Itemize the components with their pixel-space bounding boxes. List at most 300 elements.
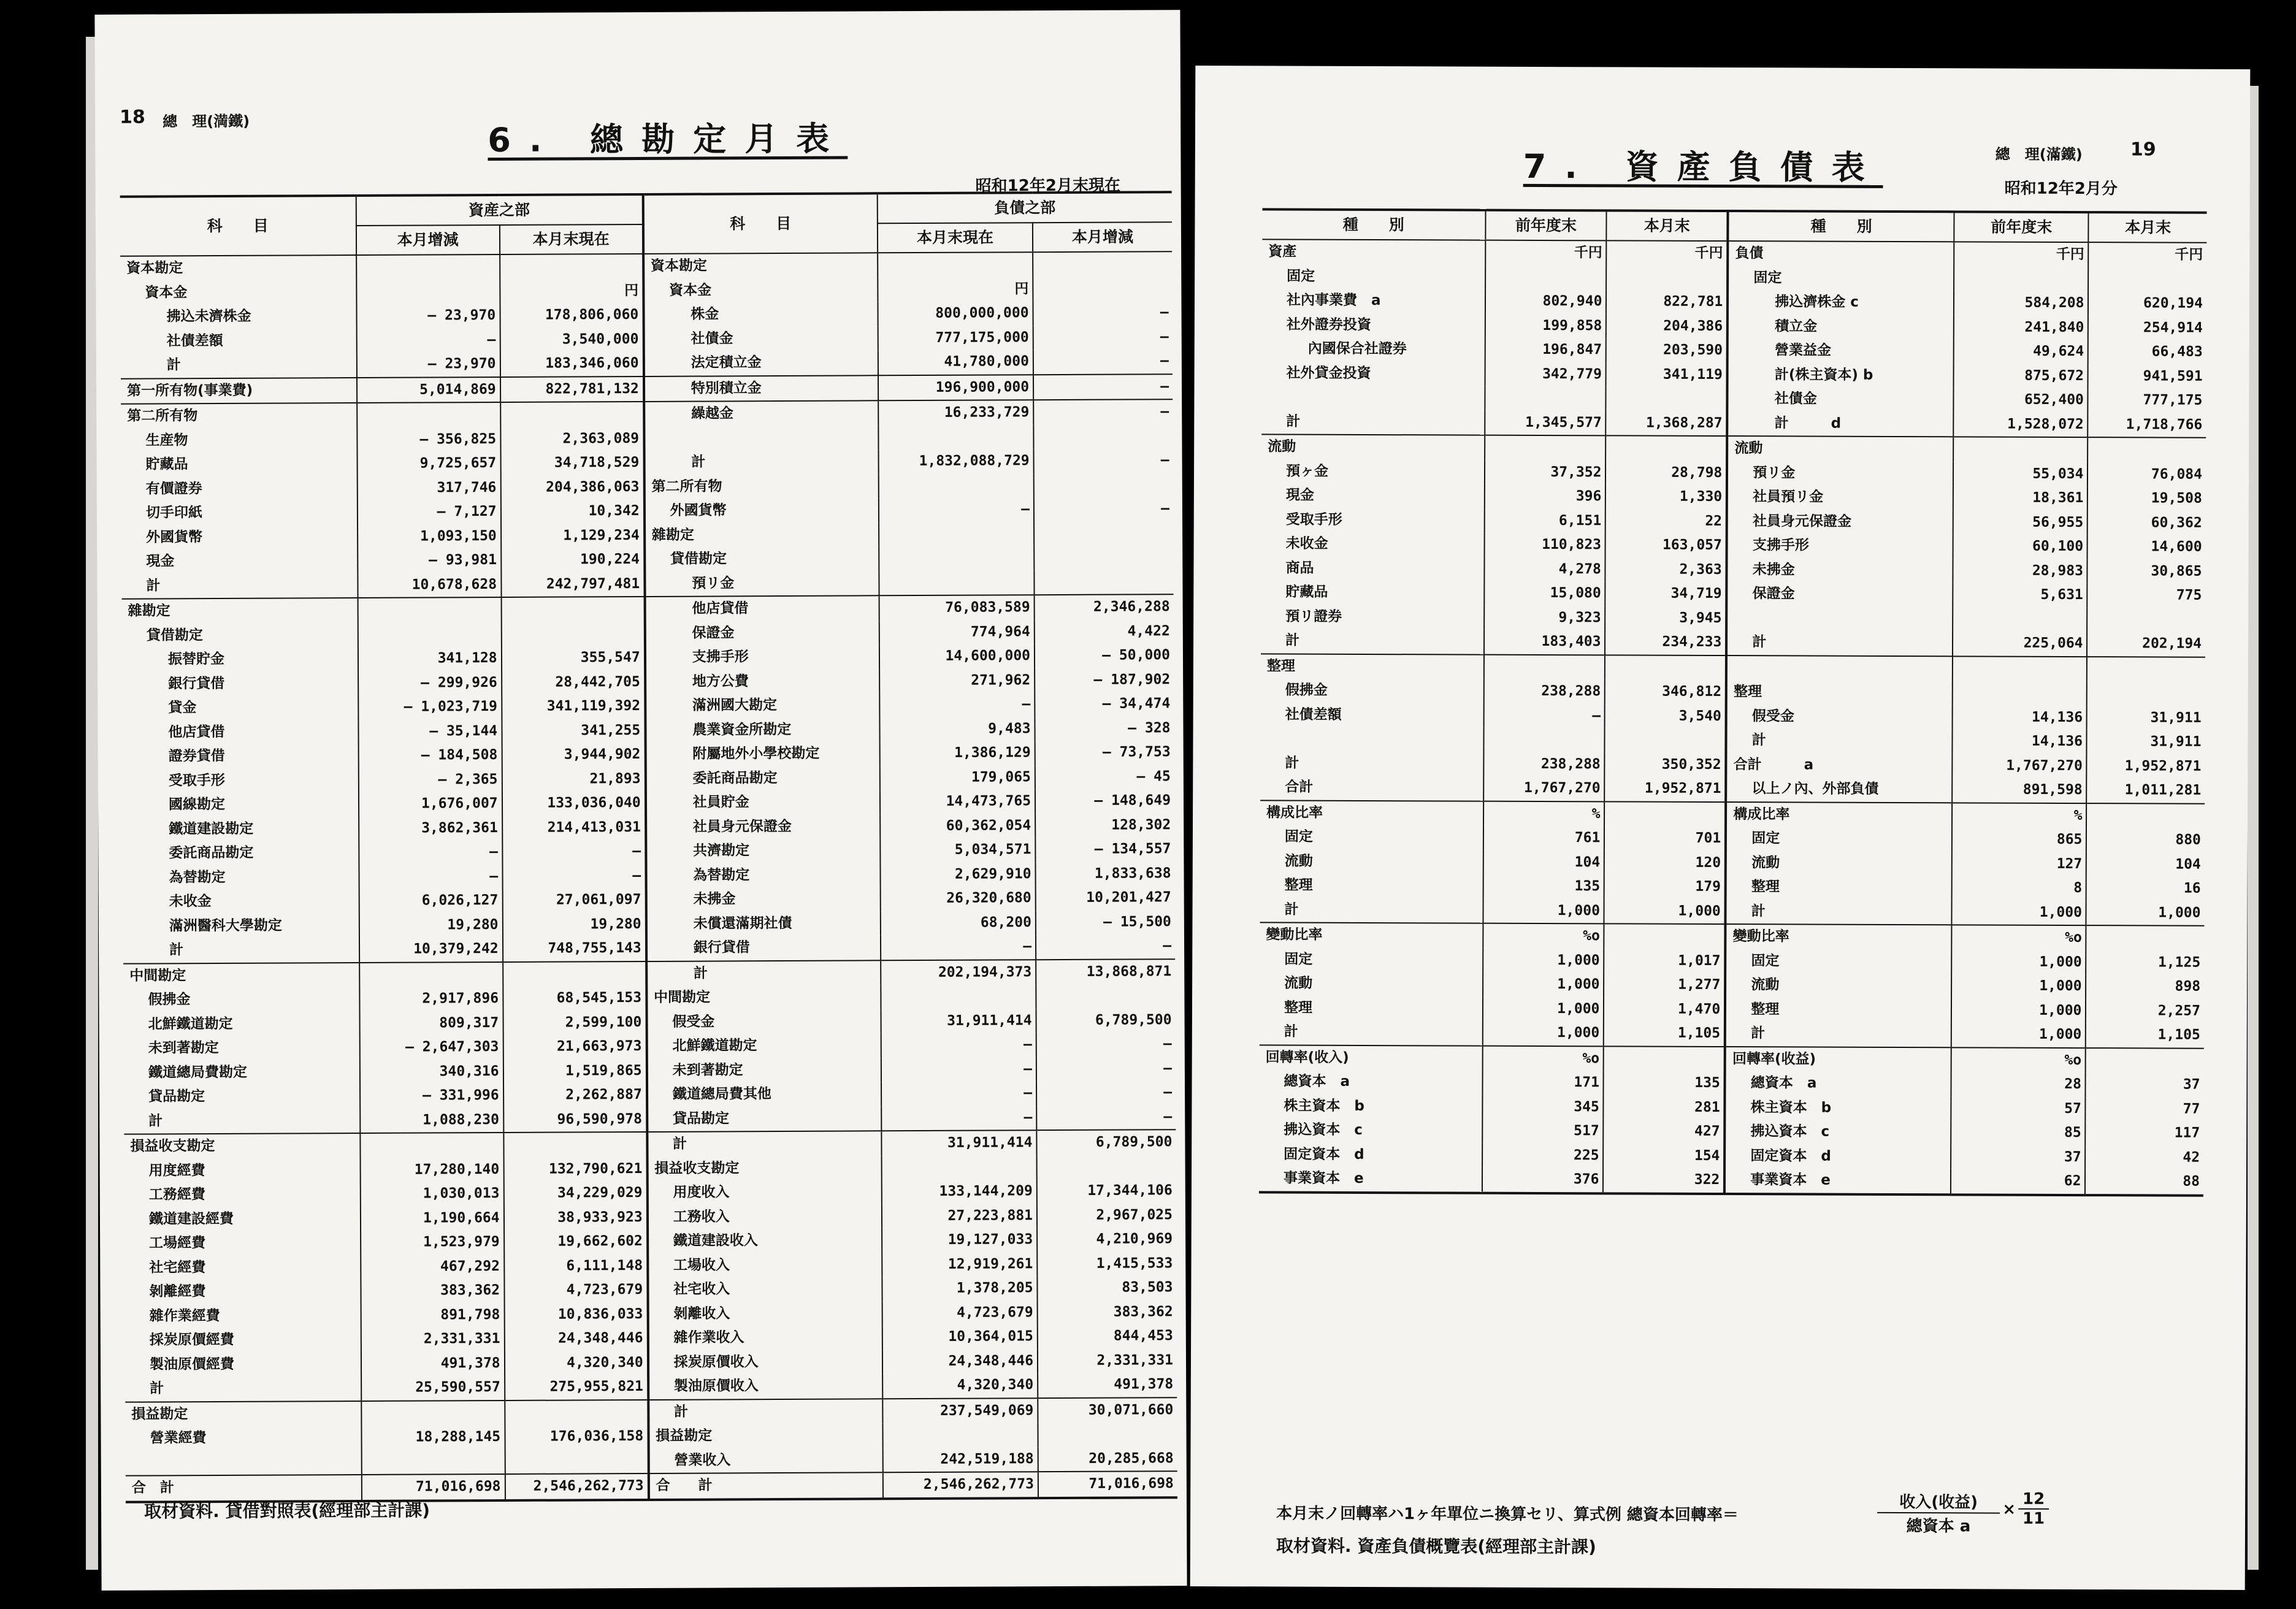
table-row: [1260, 727, 2205, 754]
row-value: —: [1033, 325, 1173, 350]
row-label: 採炭原價收入: [648, 1350, 882, 1375]
row-value: 10,364,015: [882, 1324, 1038, 1350]
row-value: 28,442,705: [502, 670, 645, 695]
row-value: 204,386,063: [500, 475, 644, 500]
row-value: —: [359, 840, 502, 865]
row-label: 鐵道建設經費: [148, 1210, 234, 1228]
row-value: 5,631: [1953, 583, 2087, 607]
row-value: 1,368,287: [1606, 411, 1728, 436]
row-value: 132,790,621: [503, 1156, 647, 1182]
row-value: 49,624: [1954, 339, 2088, 364]
row-value: [500, 402, 644, 427]
table-row: [124, 1275, 1176, 1304]
row-value: 18,288,145: [361, 1425, 505, 1450]
row-value: —: [356, 327, 500, 353]
row-label: 整理: [1284, 999, 1313, 1016]
row-label: 固定: [1284, 828, 1313, 845]
row-label: 積立金: [1728, 315, 1954, 340]
row-label: 計: [1725, 1022, 1951, 1047]
row-value: 21,893: [502, 766, 645, 792]
row-label: 固定: [1284, 951, 1313, 968]
row-value: 128,302: [1035, 813, 1174, 838]
table-row: [1261, 678, 2205, 706]
row-label: 總資本 a: [1284, 1073, 1350, 1090]
row-value: 1,000: [1951, 998, 2086, 1023]
row-label: 營業益金: [1728, 338, 1954, 364]
row-value: — 35,144: [358, 719, 502, 744]
row-value: 28,983: [1953, 559, 2087, 583]
row-value: [2087, 608, 2206, 632]
row-value: 4,723,679: [882, 1301, 1037, 1326]
col-current-month-header: 本月末: [1607, 210, 1728, 241]
row-label: 資本勘定: [126, 260, 183, 277]
as-of-date: 昭和12年2月末現在: [975, 176, 1120, 196]
row-label: 有價證券: [145, 480, 202, 497]
col-current-month2-header: 本月末: [2089, 212, 2207, 243]
row-label: 拂込未濟株金: [166, 308, 251, 325]
row-value: [505, 1448, 648, 1474]
table-row: [1262, 313, 2206, 340]
table-row: [121, 399, 1173, 429]
row-label: 損益勘定: [125, 1401, 361, 1426]
row-value: 71,016,698: [1038, 1471, 1177, 1497]
row-value: 27,223,881: [882, 1204, 1037, 1229]
row-value: 1,000: [1951, 974, 2086, 998]
row-label: 委託商品勘定: [169, 844, 254, 862]
row-value: 774,964: [879, 620, 1035, 645]
row-value: 1,386,129: [879, 741, 1035, 766]
row-value: 60,100: [1953, 534, 2087, 559]
row-label: 繰越金: [644, 400, 878, 426]
row-value: 584,208: [1954, 291, 2088, 315]
row-value: 66,483: [2088, 340, 2206, 364]
row-value: 242,519,188: [882, 1447, 1038, 1473]
row-value: —: [881, 1057, 1036, 1082]
row-label: [1726, 606, 1953, 632]
row-value: %: [1952, 803, 2086, 828]
row-label: 株金: [643, 302, 878, 327]
row-value: 1,000: [1951, 950, 2086, 974]
row-value: —: [1036, 1057, 1176, 1081]
row-value: 18,361: [1953, 486, 2087, 510]
row-value: 25,590,557: [361, 1375, 505, 1401]
row-value: 491,378: [361, 1351, 504, 1376]
row-value: — 34,474: [1035, 692, 1174, 716]
row-value: [505, 1399, 648, 1425]
row-value: —: [1034, 497, 1173, 521]
row-value: 1,523,979: [361, 1230, 504, 1255]
row-label: 計: [1284, 1023, 1298, 1040]
row-value: 1,000: [1483, 948, 1604, 973]
row-value: 748,755,143: [503, 936, 646, 962]
row-value: [500, 254, 643, 280]
row-value: 620,194: [2088, 291, 2206, 316]
row-label: 未到著勘定: [148, 1040, 219, 1057]
row-value: 133,036,040: [502, 791, 646, 816]
table-row: [125, 1397, 1177, 1427]
row-label: 鐵道建設勘定: [169, 820, 254, 837]
row-label: 社外證券投資: [1286, 316, 1371, 333]
row-value: 34,229,029: [503, 1181, 647, 1206]
table-row: [1261, 580, 2205, 608]
row-label: 他店貸借: [168, 724, 225, 740]
table-row: [123, 885, 1175, 914]
row-label: 社宅經費: [149, 1259, 206, 1276]
row-value: 341,119,392: [502, 694, 645, 719]
row-label: 固定資本 d: [1284, 1146, 1364, 1163]
row-value: [882, 1423, 1038, 1448]
row-value: 2,346,288: [1035, 594, 1174, 619]
ratio-denominator: 11: [2022, 1509, 2045, 1528]
row-label: 計: [1285, 632, 1300, 649]
row-label: 生産物: [145, 432, 188, 449]
row-label: 固定: [1726, 827, 1952, 852]
row-value: 1,125: [2086, 950, 2205, 975]
row-label: 切手印紙: [145, 505, 203, 521]
table-row: [1259, 1142, 2203, 1170]
row-label: 社宅收入: [648, 1277, 882, 1302]
row-value: 22: [1605, 509, 1727, 533]
table-row: [1259, 1069, 2203, 1097]
row-value: 24,348,446: [504, 1326, 648, 1351]
row-label: 計: [647, 1131, 881, 1156]
row-value: 14,136: [1953, 729, 2087, 754]
row-value: [360, 1133, 503, 1158]
row-value: 30,071,660: [1038, 1397, 1177, 1423]
col-prev-year-header: 前年度末: [1485, 210, 1607, 241]
row-value: 1,088,230: [360, 1107, 503, 1133]
row-value: 2,629,910: [880, 862, 1035, 887]
table-row: [1261, 385, 2206, 413]
row-value: 281: [1604, 1095, 1725, 1120]
col-current-header: 本月末現在: [500, 224, 643, 254]
row-value: 5,034,571: [880, 838, 1035, 863]
row-label: 計: [166, 357, 181, 373]
row-value: [1953, 656, 2087, 681]
row-label: 社員身元保證金: [1727, 510, 1953, 535]
row-value: 898: [2086, 974, 2205, 999]
row-label: 附屬地外小學校勘定: [645, 741, 879, 766]
row-value: 322: [1603, 1168, 1724, 1193]
row-value: 1,833,638: [1035, 862, 1174, 886]
row-value: 71,016,698: [361, 1474, 505, 1501]
row-value: 19,127,033: [882, 1228, 1037, 1253]
row-label: 受取手形: [1285, 511, 1342, 528]
row-value: 1,000: [1483, 973, 1604, 997]
row-value: %: [1483, 801, 1605, 826]
row-label: 整理: [1726, 875, 1952, 900]
row-label: 法定積立金: [644, 350, 878, 376]
row-value: 467,292: [361, 1254, 504, 1279]
row-value: 1,767,270: [1953, 754, 2087, 778]
row-value: 196,900,000: [878, 375, 1033, 401]
row-value: — 299,926: [358, 670, 502, 695]
row-value: 14,473,765: [880, 789, 1035, 814]
row-value: [1953, 437, 2087, 462]
row-value: 317,746: [357, 475, 500, 500]
row-label: 流動: [1727, 436, 1953, 462]
row-value: 56,955: [1953, 510, 2087, 535]
row-label: 變動比率: [1260, 922, 1483, 948]
row-value: 2,257: [2086, 999, 2204, 1023]
row-value: 37,352: [1485, 460, 1606, 484]
row-value: —: [1034, 448, 1173, 473]
row-value: 1,676,007: [358, 792, 502, 817]
row-value: 800,000,000: [878, 301, 1033, 326]
row-value: 1,767,270: [1483, 776, 1605, 801]
row-value: 31,911: [2087, 730, 2205, 754]
row-value: —: [1036, 934, 1175, 959]
row-value: 10,201,427: [1036, 885, 1175, 910]
row-value: [1034, 545, 1173, 570]
table-row: [120, 300, 1172, 329]
row-value: 652,400: [1954, 388, 2088, 412]
row-label: 假拂金: [148, 992, 191, 1008]
table-row: [123, 837, 1174, 866]
row-value: 57: [1951, 1096, 2086, 1121]
row-label: 貸借勘定: [146, 627, 203, 644]
row-label: 合計 a: [1726, 753, 1953, 778]
row-value: 383,362: [1038, 1300, 1177, 1324]
row-value: 196,847: [1485, 338, 1606, 362]
table-row: [123, 789, 1174, 817]
row-label: 未拂金: [1727, 558, 1953, 583]
row-value: 2,599,100: [503, 1010, 646, 1035]
row-label: 採炭原價經費: [149, 1331, 234, 1348]
table-row: [123, 910, 1175, 939]
row-label: 拂込資本 c: [1724, 1120, 1951, 1145]
table-row: [1261, 483, 2206, 511]
row-label: 整理: [1726, 680, 1953, 705]
row-value: 6,151: [1484, 508, 1605, 533]
col-liab-group-header: 負債之部: [878, 192, 1172, 223]
row-value: 1,000: [1483, 898, 1604, 923]
row-value: 4,723,679: [504, 1278, 648, 1303]
row-label: 國線勘定: [168, 796, 226, 813]
section-label: 總 理(満鐵): [163, 112, 250, 131]
row-value: 1,000: [1951, 1022, 2086, 1047]
formula-multiplier: ×: [2002, 1500, 2016, 1519]
fraction-denominator: 總資本 a: [1906, 1517, 1971, 1536]
row-label: 外國貨幣: [645, 498, 879, 523]
row-value: [357, 402, 500, 428]
row-value: —: [879, 692, 1035, 717]
left-page: [94, 10, 1187, 1591]
row-label: 雜勘定: [645, 522, 879, 548]
row-value: 2,331,331: [361, 1327, 504, 1352]
row-value: 10,678,628: [358, 572, 501, 598]
row-label: 整理: [1284, 877, 1313, 893]
row-value: 135: [1483, 874, 1604, 899]
row-label: 用度經費: [148, 1162, 205, 1179]
row-value: %o: [1482, 1045, 1604, 1071]
row-value: %o: [1952, 925, 2086, 950]
row-value: 120: [1604, 850, 1726, 875]
row-value: — 2,647,303: [359, 1035, 503, 1060]
row-label: [1260, 727, 1483, 752]
row-value: 76,084: [2087, 462, 2206, 487]
row-label: 內國保合社證券: [1307, 340, 1407, 357]
row-label: 社內事業費 a: [1286, 292, 1381, 309]
row-value: 31,911,414: [881, 1009, 1036, 1034]
row-value: 844,453: [1038, 1324, 1177, 1348]
row-value: 1,105: [2086, 1023, 2204, 1048]
row-value: [2086, 1048, 2204, 1073]
col-change-header: 本月增減: [356, 225, 499, 255]
row-value: —: [1036, 1105, 1176, 1130]
row-value: —: [1036, 1080, 1176, 1105]
row-label: 用度收入: [647, 1180, 881, 1205]
row-value: 28: [1951, 1072, 2086, 1096]
row-value: 2,917,896: [359, 987, 503, 1012]
row-value: 千円: [1607, 240, 1728, 266]
row-value: 4,320,340: [505, 1350, 648, 1375]
row-label: 負債: [1728, 241, 1954, 267]
row-label: 商品: [1285, 560, 1314, 576]
table-row: [1260, 825, 2205, 852]
row-value: [2088, 437, 2206, 462]
row-value: — 23,970: [356, 352, 500, 378]
row-value: [879, 473, 1034, 499]
row-value: 1,030,013: [360, 1182, 503, 1207]
row-value: 3,862,361: [359, 816, 502, 841]
row-label: 流動: [1284, 975, 1313, 992]
row-value: 2,262,887: [503, 1083, 647, 1108]
row-label: 為替勘定: [169, 869, 226, 885]
row-value: —: [1033, 374, 1173, 400]
table-row: [1259, 1118, 2203, 1145]
table-row: [1261, 508, 2206, 535]
row-value: [1953, 607, 2087, 632]
row-value: 1,011,281: [2087, 778, 2205, 803]
row-label: 剝離收入: [648, 1301, 882, 1326]
row-value: 342,779: [1485, 362, 1606, 386]
row-label: 支拂手形: [1727, 533, 1953, 559]
row-value: 127: [1952, 852, 2086, 876]
row-label: [1726, 655, 1953, 681]
row-label: 貸品勘定: [647, 1106, 881, 1132]
row-label: 固定: [1728, 266, 1954, 291]
row-label: 計 d: [1728, 411, 1954, 437]
row-label: [126, 1450, 362, 1475]
row-label: 計: [644, 449, 878, 475]
row-value: 34,718,529: [500, 451, 644, 476]
row-value: 27,061,097: [502, 888, 646, 913]
row-value: — 331,996: [360, 1083, 503, 1109]
row-label: 株主資本 b: [1725, 1096, 1951, 1121]
row-label: 預ヶ金: [1285, 463, 1329, 480]
row-value: 802,940: [1485, 289, 1607, 314]
row-value: [1604, 1046, 1725, 1071]
row-value: 31,911,414: [881, 1130, 1036, 1156]
balance-sheet-table: [1259, 208, 2207, 1196]
row-value: 880: [2086, 828, 2205, 852]
row-value: 875,672: [1954, 364, 2088, 388]
row-label: 社債差額: [166, 332, 223, 349]
row-label: 社債金: [1728, 387, 1954, 412]
table-row: [124, 1179, 1176, 1207]
row-value: 1,190,664: [360, 1206, 503, 1231]
row-value: 3,540: [1605, 704, 1726, 728]
row-label: 地方公費: [645, 669, 879, 694]
row-label: 雜作業經費: [149, 1307, 220, 1324]
row-value: —: [1036, 1032, 1176, 1057]
row-label: 事業資本 e: [1724, 1168, 1951, 1194]
row-label: 株主資本 b: [1284, 1098, 1364, 1114]
row-label: 固定資本 d: [1724, 1144, 1951, 1169]
row-value: 199,858: [1485, 313, 1606, 338]
row-value: [501, 597, 645, 622]
row-value: 254,914: [2088, 316, 2206, 340]
page-title: 6. 總勘定月表: [488, 119, 848, 160]
row-label: 拂込濟株金 c: [1728, 290, 1954, 315]
col-item-header: 科 目: [120, 196, 356, 256]
table-row: [1260, 1020, 2204, 1048]
row-value: 4,320,340: [882, 1373, 1038, 1399]
row-label: 現金: [1285, 487, 1314, 503]
table-row: [1261, 459, 2206, 487]
row-label: 工場經費: [149, 1235, 206, 1252]
row-value: 341,255: [502, 718, 645, 743]
row-label: 貸品勘定: [148, 1088, 205, 1105]
row-value: 242,797,481: [501, 571, 645, 597]
row-value: [356, 279, 500, 304]
row-value: 135: [1604, 1071, 1725, 1095]
row-value: 千円: [2089, 242, 2207, 267]
row-value: — 93,981: [358, 548, 501, 573]
row-label: [644, 426, 878, 451]
row-value: — 45: [1035, 765, 1174, 789]
row-label: 貸金: [168, 700, 197, 716]
row-value: [879, 546, 1034, 571]
row-value: — 15,500: [1036, 910, 1175, 934]
row-label: 假受金: [646, 1009, 881, 1034]
row-label: 計: [169, 942, 184, 958]
col-kind2-header: 種 別: [1728, 211, 1954, 242]
row-value: 19,280: [359, 912, 502, 938]
row-value: — 73,753: [1035, 740, 1174, 765]
row-value: [878, 425, 1033, 450]
row-value: [503, 1132, 647, 1158]
row-value: [879, 522, 1034, 547]
row-value: [2087, 657, 2205, 682]
col-prev-year2-header: 前年度末: [1954, 212, 2089, 242]
row-value: [1034, 521, 1173, 546]
row-value: 4,278: [1484, 557, 1605, 581]
table-row: [1260, 1045, 2204, 1073]
row-label: [1261, 385, 1485, 410]
row-value: 1,519,865: [503, 1058, 646, 1083]
row-value: 891,798: [361, 1302, 504, 1328]
col-liab-current-header: 本月末現在: [878, 223, 1033, 253]
row-label: 現金: [146, 553, 175, 570]
row-value: 16,233,729: [878, 400, 1033, 426]
row-value: 24,348,446: [882, 1349, 1038, 1374]
row-value: [361, 1449, 505, 1475]
row-value: [1033, 277, 1172, 301]
page-title: 7. 資產負債表: [1523, 147, 1883, 187]
row-value: 9,483: [879, 717, 1035, 742]
row-label: 未償還滿期社債: [646, 911, 880, 936]
row-value: [358, 622, 501, 647]
row-value: 104: [1483, 850, 1604, 874]
row-value: — 356,825: [357, 427, 500, 452]
row-label: 未拂金: [646, 887, 880, 912]
row-label: 固定: [1725, 949, 1951, 974]
row-label: 合 計: [126, 1475, 362, 1502]
row-value: [1606, 435, 1728, 461]
row-value: 1,718,766: [2088, 413, 2206, 438]
